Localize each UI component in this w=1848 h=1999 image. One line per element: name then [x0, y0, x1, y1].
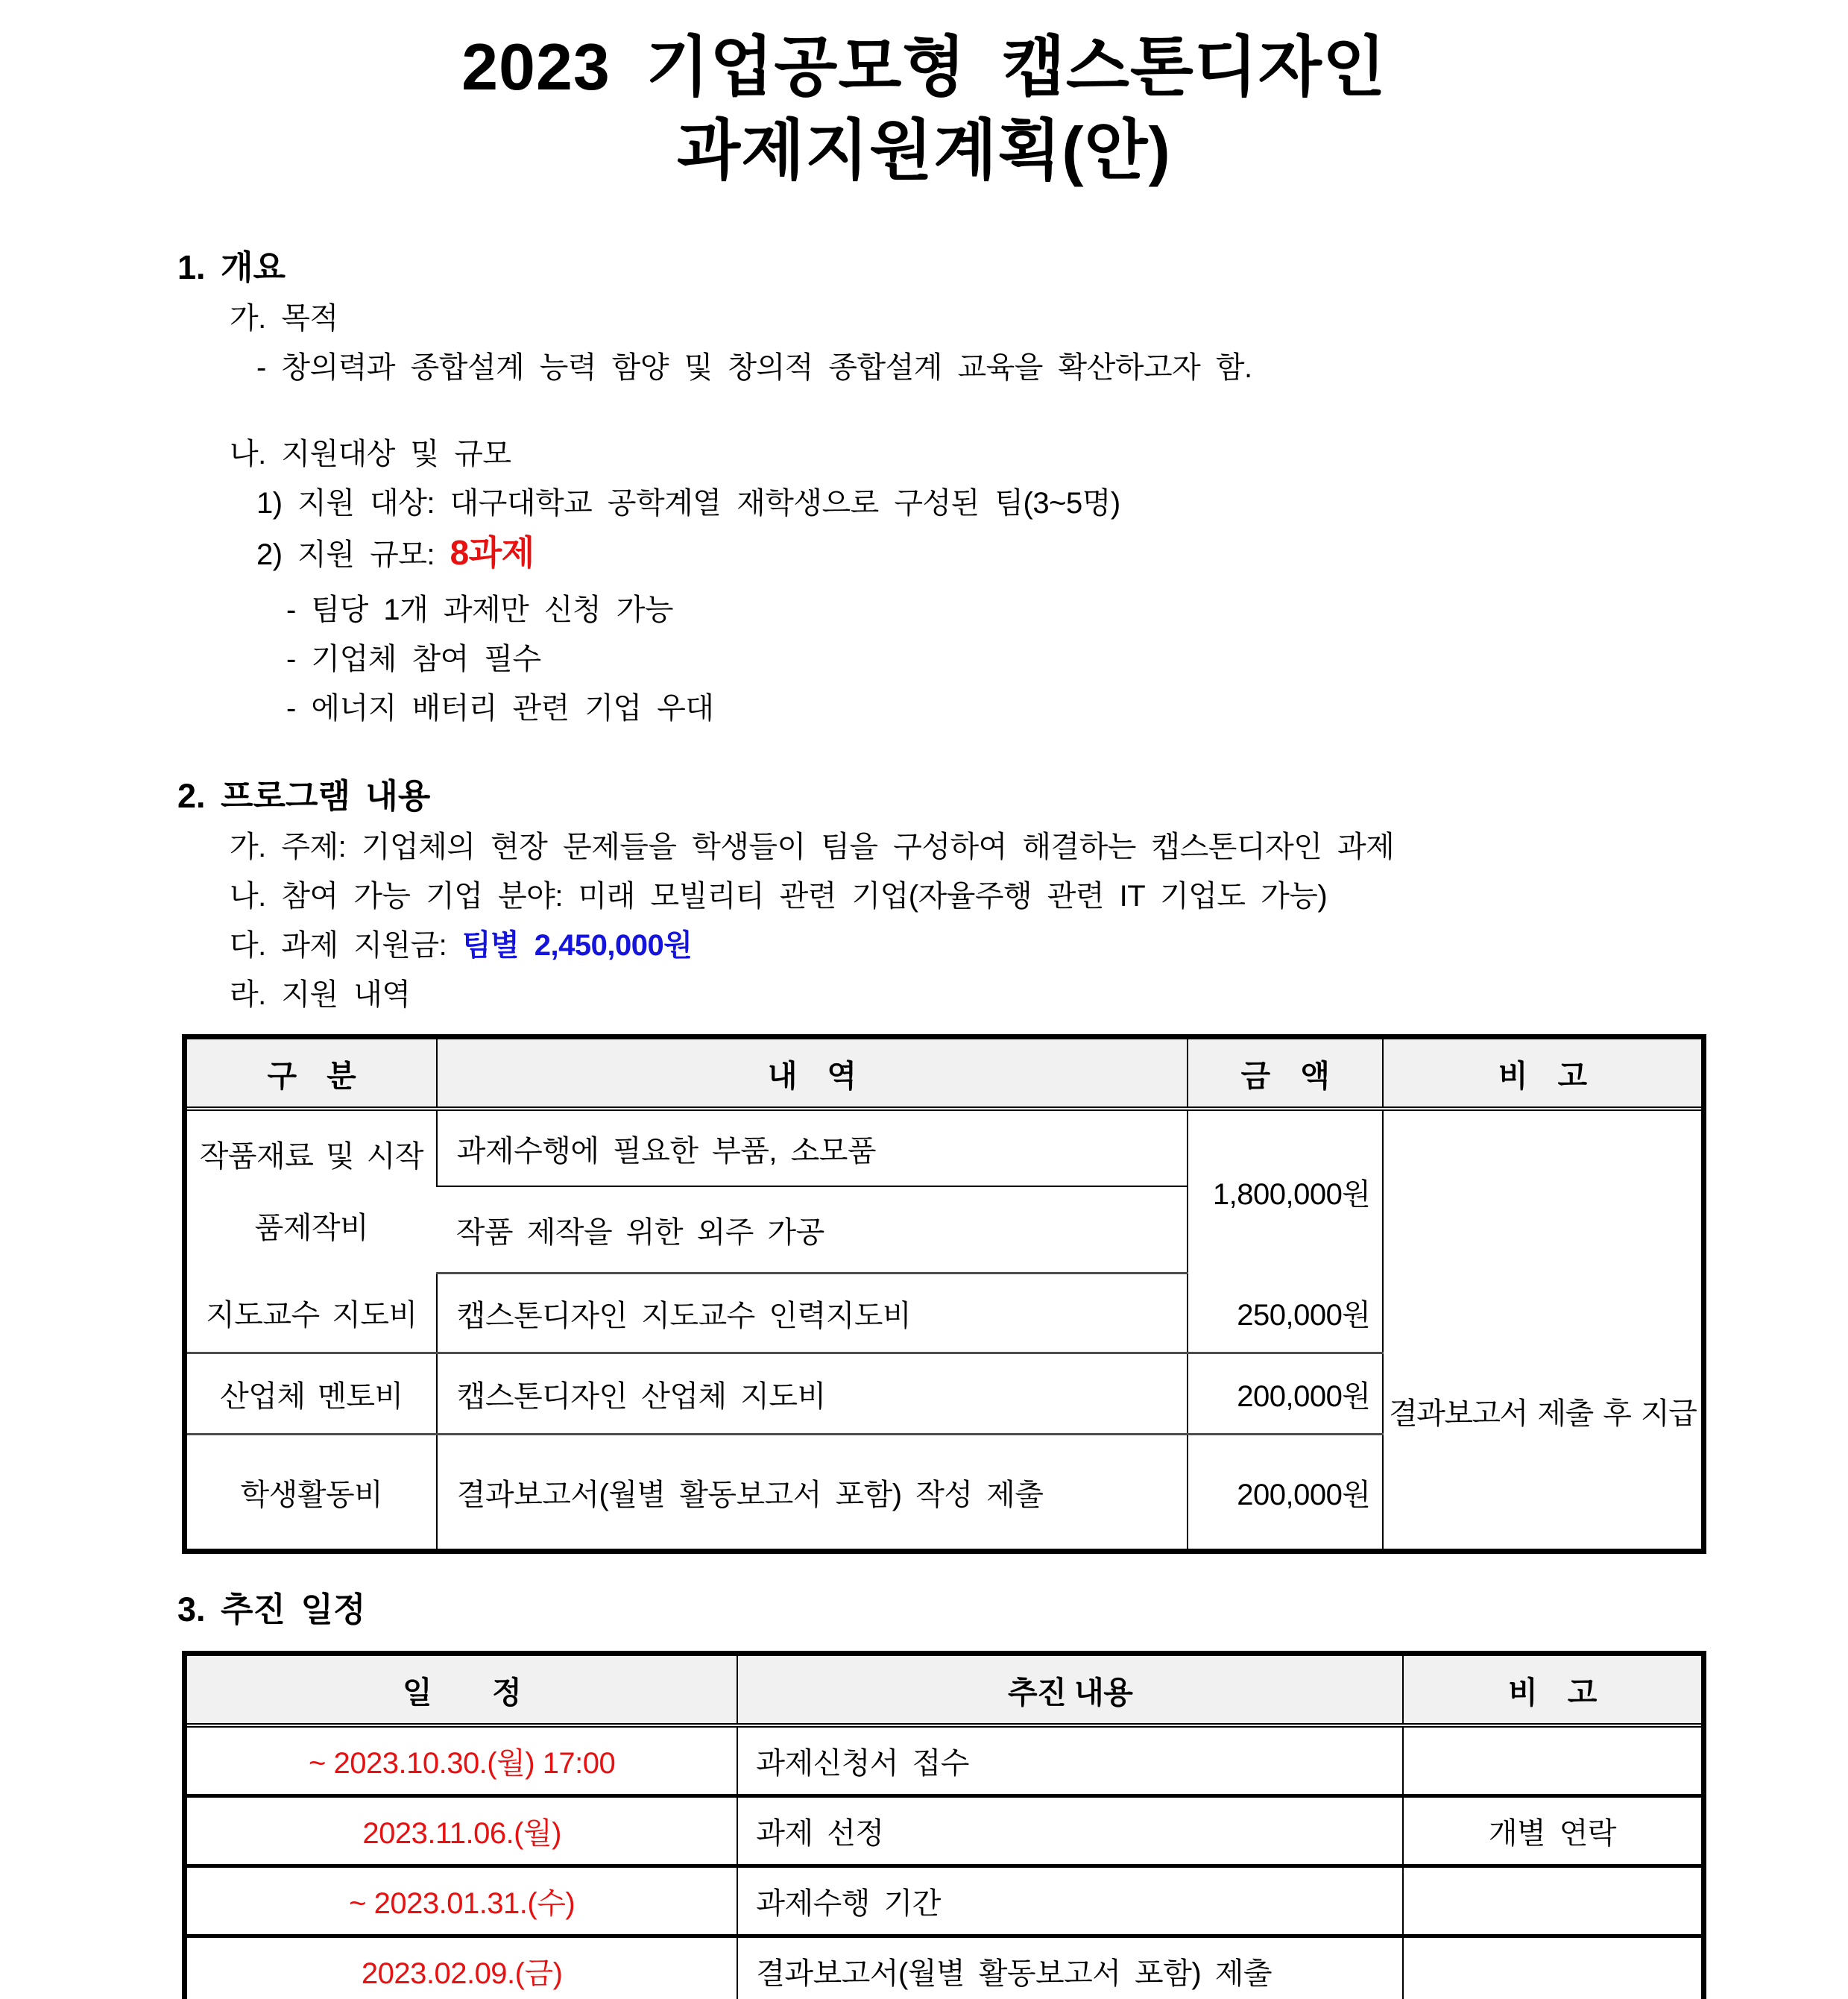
purpose-text: - 창의력과 종합설계 능력 함양 및 창의적 종합설계 교육을 확산하고자 함.: [256, 351, 1252, 384]
schedule-header-content: 추진 내용: [737, 1654, 1403, 1726]
table-row: [185, 1936, 1704, 1999]
program-detail-label: 라. 지원 내역: [230, 978, 411, 1011]
support-category-student: 학생활동비: [240, 1478, 383, 1511]
support-detail-student: 결과보고서(월별 활동보고서 포함) 작성 제출: [437, 1435, 1188, 1552]
support-table-header-row: [185, 1037, 1704, 1109]
support-category-materials: 작품재료 및 시작품제작비: [199, 1139, 423, 1244]
target-item-2-prefix: 2) 지원 규모:: [256, 538, 450, 571]
support-note-empty: [1383, 1109, 1703, 1274]
target-label: 나. 지원대상 및 규모: [230, 438, 511, 470]
fund-amount-highlight: 팀별 2,450,000원: [461, 929, 693, 962]
document-title: [0, 0, 1848, 192]
schedule-note-selection: 개별 연락: [1403, 1796, 1704, 1866]
support-category-mentor: 산업체 멘토비: [185, 1353, 437, 1435]
support-detail-mentor: 캡스톤디자인 산업체 지도비: [437, 1353, 1188, 1435]
section3-heading: 3. 추진 일정: [177, 1590, 366, 1628]
table-row: [185, 1866, 1704, 1936]
program-topic: 가. 주제: 기업체의 현장 문제들을 학생들이 팀을 구성하여 해결하는 캡스톤디자인 과제: [230, 831, 1395, 863]
support-amount-student: 200,000원: [1188, 1435, 1384, 1552]
support-amount-advisor: 250,000원: [1188, 1274, 1384, 1353]
support-detail-advisor: 캡스톤디자인 지도교수 인력지도비: [437, 1274, 1188, 1353]
schedule-content-execution: 과제수행 기간: [737, 1866, 1403, 1936]
schedule-date-execution: ~ 2023.01.31.(수): [185, 1866, 738, 1936]
support-amount-mentor: 200,000원: [1188, 1353, 1384, 1435]
project-count-highlight: 8과제: [450, 533, 534, 572]
support-breakdown-table: [182, 1034, 1706, 1554]
title-line-1: 2023 기업공모형 캡스톤디자인: [461, 30, 1387, 104]
title-line-2: 과제지원계획(안): [677, 113, 1171, 187]
schedule-table-header-row: [185, 1654, 1704, 1726]
target-note-3: - 에너지 배터리 관련 기업 우대: [286, 692, 714, 725]
schedule-content-report: 결과보고서(월별 활동보고서 포함) 제출: [737, 1936, 1403, 1999]
support-detail-outsourcing: 작품 제작을 위한 외주 가공: [437, 1186, 1188, 1274]
schedule-content-selection: 과제 선정: [737, 1796, 1403, 1866]
schedule-note-report: [1403, 1936, 1704, 1999]
support-header-detail: 내 역: [437, 1037, 1188, 1109]
purpose-label: 가. 목적: [230, 302, 338, 335]
target-note-2: - 기업체 참여 필수: [286, 643, 541, 676]
schedule-date-report: 2023.02.09.(금): [361, 1957, 563, 1990]
schedule-table: [182, 1651, 1706, 1999]
target-item-2: [256, 528, 1848, 579]
target-item-1: 1) 지원 대상: 대구대학교 공학계열 재학생으로 구성된 팀(3~5명): [256, 487, 1120, 520]
schedule-note-apply: [1403, 1725, 1704, 1796]
support-merged-note: 결과보고서 제출 후 지급: [1383, 1274, 1703, 1552]
support-header-note: 비 고: [1383, 1037, 1703, 1109]
program-fund-prefix: 다. 과제 지원금:: [230, 929, 462, 962]
schedule-header-note: 비 고: [1403, 1654, 1704, 1726]
table-row: [185, 1274, 1704, 1353]
section2-heading: 2. 프로그램 내용: [177, 777, 431, 815]
schedule-date-apply: ~ 2023.10.30.(월) 17:00: [185, 1725, 738, 1796]
table-row: [185, 1796, 1704, 1866]
schedule-header-date: 일 정: [185, 1654, 738, 1726]
support-header-amount: 금 액: [1188, 1037, 1384, 1109]
section1-heading: 1. 개요: [177, 248, 286, 286]
schedule-content-apply: 과제신청서 접수: [737, 1725, 1403, 1796]
program-field: 나. 참여 가능 기업 분야: 미래 모빌리티 관련 기업(자율주행 관련 IT 기업도 가능): [230, 880, 1328, 913]
support-category-advisor: 지도교수 지도비: [185, 1274, 437, 1353]
schedule-note-execution: [1403, 1866, 1704, 1936]
schedule-date-selection: 2023.11.06.(월): [185, 1796, 738, 1866]
support-amount-materials: 1,800,000원: [1188, 1109, 1384, 1274]
support-detail-parts: 과제수행에 필요한 부품, 소모품: [437, 1109, 1188, 1186]
table-row: [185, 1725, 1704, 1796]
table-row: [185, 1109, 1704, 1186]
support-header-category: 구 분: [185, 1037, 437, 1109]
target-note-1: - 팀당 1개 과제만 신청 가능: [286, 594, 674, 626]
program-fund: [230, 921, 1848, 970]
